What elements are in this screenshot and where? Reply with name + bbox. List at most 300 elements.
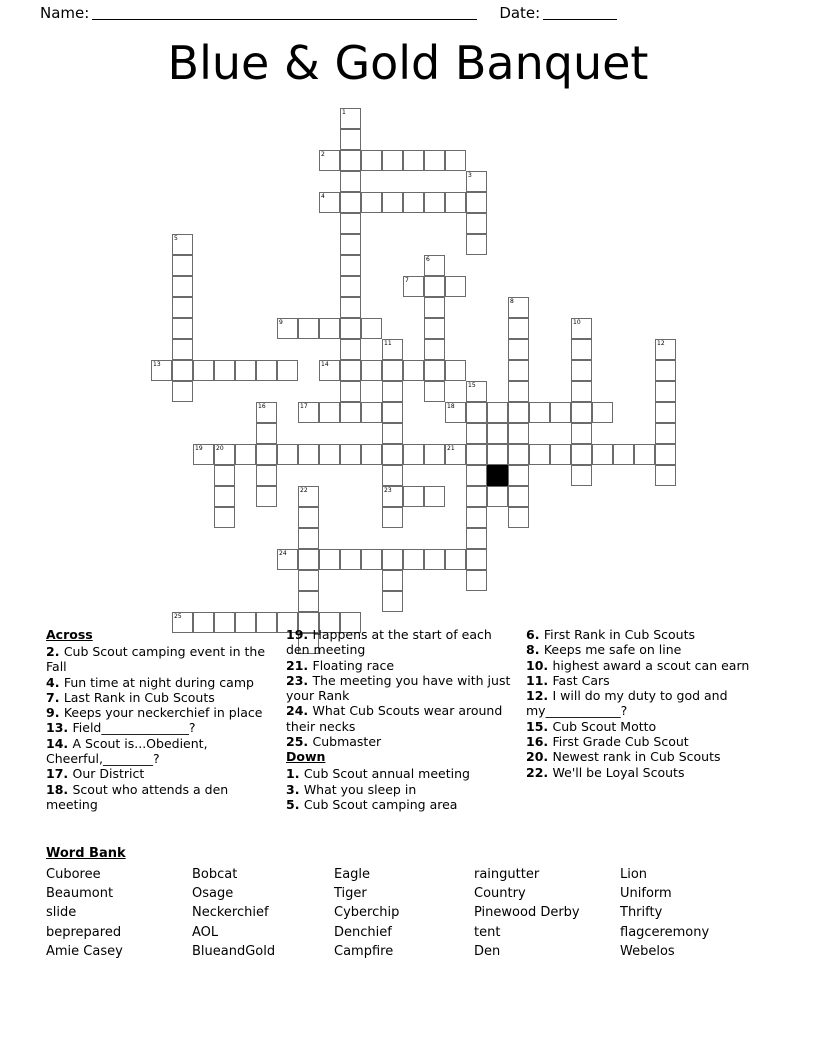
grid-cell[interactable] bbox=[424, 297, 445, 318]
grid-cell[interactable] bbox=[655, 444, 676, 465]
grid-cell[interactable] bbox=[571, 318, 592, 339]
clue-item bbox=[286, 627, 518, 658]
clue-text: Keeps me safe on line bbox=[543, 642, 682, 658]
clue-number: 14. bbox=[46, 735, 73, 751]
grid-cell[interactable] bbox=[361, 318, 382, 339]
grid-cell[interactable] bbox=[340, 255, 361, 276]
clue-text: I will do my duty to god and my____________? bbox=[526, 688, 728, 719]
clue-number: 9. bbox=[46, 705, 64, 721]
clue-text: What you sleep in bbox=[303, 781, 417, 797]
down-heading: Down bbox=[286, 749, 326, 765]
grid-cell[interactable] bbox=[340, 402, 361, 423]
grid-cell-number: 18 bbox=[447, 403, 455, 410]
grid-cell[interactable] bbox=[529, 402, 550, 423]
grid-cell-number: 2 bbox=[321, 151, 325, 158]
grid-cell[interactable] bbox=[403, 549, 424, 570]
grid-cell[interactable] bbox=[487, 402, 508, 423]
clue-text: Cub Scout Motto bbox=[552, 718, 657, 734]
clue-item bbox=[286, 658, 518, 673]
grid-cell[interactable] bbox=[382, 507, 403, 528]
grid-cell[interactable] bbox=[508, 318, 529, 339]
grid-cell[interactable] bbox=[172, 297, 193, 318]
grid-cell[interactable] bbox=[340, 444, 361, 465]
clue-item bbox=[46, 705, 278, 720]
grid-cell[interactable] bbox=[550, 444, 571, 465]
grid-cell-number: 13 bbox=[153, 361, 161, 368]
clue-text: Field______________? bbox=[72, 720, 196, 736]
grid-cell[interactable] bbox=[340, 549, 361, 570]
grid-cell[interactable] bbox=[655, 360, 676, 381]
grid-cell[interactable] bbox=[508, 297, 529, 318]
name-write-line[interactable] bbox=[92, 7, 477, 20]
grid-cell[interactable] bbox=[424, 444, 445, 465]
clue-text: Newest rank in Cub Scouts bbox=[552, 749, 721, 765]
grid-cell[interactable] bbox=[235, 360, 256, 381]
grid-cell[interactable] bbox=[298, 402, 319, 423]
clue-number: 24. bbox=[286, 703, 313, 719]
grid-cell[interactable] bbox=[298, 507, 319, 528]
grid-cell[interactable] bbox=[298, 318, 319, 339]
clue-text: What Cub Scouts wear around their necks bbox=[286, 703, 503, 734]
clue-item bbox=[526, 673, 762, 688]
grid-cell-number: 15 bbox=[468, 382, 476, 389]
grid-cell[interactable] bbox=[340, 381, 361, 402]
clue-item bbox=[46, 766, 278, 781]
grid-cell[interactable] bbox=[361, 192, 382, 213]
grid-cell[interactable] bbox=[634, 444, 655, 465]
clue-text: Cub Scout annual meeting bbox=[303, 766, 470, 782]
grid-cell-number: 20 bbox=[216, 445, 224, 452]
clue-number: 20. bbox=[526, 749, 553, 765]
name-label: Name: bbox=[40, 4, 90, 22]
grid-cell[interactable] bbox=[403, 360, 424, 381]
grid-cell[interactable] bbox=[466, 234, 487, 255]
grid-cell[interactable] bbox=[424, 192, 445, 213]
word-bank-section bbox=[46, 845, 770, 961]
clue-number: 15. bbox=[526, 718, 553, 734]
grid-cell[interactable] bbox=[445, 276, 466, 297]
clue-item bbox=[286, 797, 518, 812]
grid-cell[interactable] bbox=[655, 402, 676, 423]
page-title: Blue & Gold Banquet bbox=[167, 36, 649, 90]
grid-cell[interactable] bbox=[172, 360, 193, 381]
grid-cell[interactable] bbox=[466, 402, 487, 423]
grid-cell[interactable] bbox=[508, 465, 529, 486]
clue-item bbox=[286, 766, 518, 781]
grid-cell[interactable] bbox=[424, 339, 445, 360]
grid-cell-number: 23 bbox=[384, 487, 392, 494]
grid-cell[interactable] bbox=[424, 381, 445, 402]
grid-cell[interactable] bbox=[298, 486, 319, 507]
grid-cell[interactable] bbox=[340, 171, 361, 192]
grid-cell[interactable] bbox=[193, 360, 214, 381]
clue-column-2 bbox=[286, 627, 526, 812]
date-label: Date: bbox=[499, 4, 541, 22]
grid-cell-number: 11 bbox=[384, 340, 392, 347]
grid-cell[interactable] bbox=[466, 549, 487, 570]
grid-cell[interactable] bbox=[508, 360, 529, 381]
clue-text: Happens at the start of each den meeting bbox=[286, 627, 492, 658]
grid-cell[interactable] bbox=[424, 486, 445, 507]
grid-cell[interactable] bbox=[466, 444, 487, 465]
grid-cell[interactable] bbox=[382, 360, 403, 381]
grid-cell[interactable] bbox=[298, 591, 319, 612]
clue-text: Our District bbox=[72, 766, 145, 782]
word-bank-word: AOL bbox=[192, 924, 219, 940]
grid-cell[interactable] bbox=[214, 360, 235, 381]
grid-cell[interactable] bbox=[319, 402, 340, 423]
clue-number: 25. bbox=[286, 734, 313, 750]
grid-cell[interactable] bbox=[172, 276, 193, 297]
grid-cell[interactable] bbox=[508, 486, 529, 507]
clue-number: 7. bbox=[46, 689, 64, 705]
clue-text: Keeps your neckerchief in place bbox=[63, 705, 263, 721]
clue-item bbox=[526, 658, 762, 673]
word-bank-word: tent bbox=[474, 924, 501, 940]
down-clue-list-part2 bbox=[526, 627, 762, 780]
grid-cell[interactable] bbox=[235, 444, 256, 465]
grid-block-cell bbox=[487, 465, 508, 486]
grid-cell[interactable] bbox=[382, 549, 403, 570]
grid-cell[interactable] bbox=[571, 423, 592, 444]
clue-number: 21. bbox=[286, 657, 313, 673]
word-bank-word: Osage bbox=[192, 886, 234, 902]
grid-cell[interactable] bbox=[403, 276, 424, 297]
grid-cell[interactable] bbox=[466, 213, 487, 234]
clue-text: Cubmaster bbox=[312, 734, 382, 750]
grid-cell-number: 21 bbox=[447, 445, 455, 452]
grid-cell[interactable] bbox=[466, 381, 487, 402]
clue-item bbox=[46, 782, 278, 813]
grid-cell[interactable] bbox=[340, 213, 361, 234]
clue-text: Fast Cars bbox=[552, 672, 610, 688]
word-bank-word: Eagle bbox=[334, 867, 371, 882]
grid-cell[interactable] bbox=[319, 150, 340, 171]
grid-cell-number: 17 bbox=[300, 403, 308, 410]
word-bank-word: Country bbox=[474, 886, 526, 902]
clue-item bbox=[286, 734, 518, 749]
grid-cell[interactable] bbox=[466, 423, 487, 444]
grid-cell[interactable] bbox=[508, 402, 529, 423]
grid-cell[interactable] bbox=[655, 423, 676, 444]
grid-cell[interactable] bbox=[298, 528, 319, 549]
grid-cell[interactable] bbox=[382, 381, 403, 402]
grid-cell[interactable] bbox=[340, 297, 361, 318]
grid-cell[interactable] bbox=[256, 465, 277, 486]
grid-cell[interactable] bbox=[508, 339, 529, 360]
grid-cell[interactable] bbox=[340, 339, 361, 360]
clue-column-1 bbox=[46, 627, 286, 812]
clue-item bbox=[46, 644, 278, 675]
clue-text: Fun time at night during camp bbox=[63, 674, 254, 690]
grid-cell[interactable] bbox=[571, 381, 592, 402]
grid-cell-number: 16 bbox=[258, 403, 266, 410]
grid-cell-number: 14 bbox=[321, 361, 329, 368]
clue-item bbox=[286, 703, 518, 734]
clue-item bbox=[46, 675, 278, 690]
grid-cell-number: 19 bbox=[195, 445, 203, 452]
word-bank-heading: Word Bank bbox=[46, 846, 126, 861]
word-bank-word: slide bbox=[46, 905, 77, 921]
grid-cell[interactable] bbox=[277, 318, 298, 339]
across-clue-list-part2 bbox=[286, 627, 518, 749]
clue-text: Last Rank in Cub Scouts bbox=[63, 689, 215, 705]
grid-cell[interactable] bbox=[361, 150, 382, 171]
grid-cell[interactable] bbox=[571, 402, 592, 423]
grid-cell[interactable] bbox=[655, 381, 676, 402]
grid-cell[interactable] bbox=[424, 255, 445, 276]
grid-cell[interactable] bbox=[319, 549, 340, 570]
clues-section bbox=[46, 627, 770, 812]
grid-cell[interactable] bbox=[445, 360, 466, 381]
grid-cell[interactable] bbox=[214, 465, 235, 486]
grid-cell[interactable] bbox=[382, 570, 403, 591]
date-write-line[interactable] bbox=[543, 7, 617, 20]
grid-cell[interactable] bbox=[424, 276, 445, 297]
grid-cell[interactable] bbox=[403, 192, 424, 213]
word-bank-word: beprepared bbox=[46, 924, 122, 940]
grid-cell[interactable] bbox=[172, 318, 193, 339]
grid-cell[interactable] bbox=[256, 402, 277, 423]
clue-item bbox=[526, 627, 762, 642]
grid-cell[interactable] bbox=[256, 486, 277, 507]
grid-cell[interactable] bbox=[256, 444, 277, 465]
grid-cell[interactable] bbox=[277, 360, 298, 381]
grid-cell[interactable] bbox=[340, 192, 361, 213]
clue-text: First Rank in Cub Scouts bbox=[543, 627, 696, 642]
clue-item bbox=[286, 673, 518, 704]
clue-text: First Grade Cub Scout bbox=[552, 734, 689, 750]
grid-cell[interactable] bbox=[382, 192, 403, 213]
word-bank-word: Pinewood Derby bbox=[474, 905, 580, 921]
grid-cell[interactable] bbox=[655, 339, 676, 360]
grid-cell[interactable] bbox=[592, 444, 613, 465]
grid-cell[interactable] bbox=[592, 402, 613, 423]
clue-number: 18. bbox=[46, 781, 73, 797]
clue-number: 19. bbox=[286, 627, 313, 642]
clue-item bbox=[286, 782, 518, 797]
word-bank-word: Campfire bbox=[334, 943, 394, 959]
grid-cell[interactable] bbox=[445, 192, 466, 213]
grid-cell-number: 24 bbox=[279, 550, 287, 557]
grid-cell[interactable] bbox=[298, 549, 319, 570]
clue-number: 11. bbox=[526, 672, 553, 688]
word-bank-word: Den bbox=[474, 943, 501, 959]
grid-cell[interactable] bbox=[487, 486, 508, 507]
grid-cell[interactable] bbox=[508, 381, 529, 402]
down-clue-list-part1 bbox=[286, 766, 518, 812]
clue-text: The meeting you have with just your Rank bbox=[286, 672, 511, 704]
clue-item bbox=[46, 736, 278, 767]
word-bank-word: Beaumont bbox=[46, 886, 114, 902]
grid-cell[interactable] bbox=[382, 444, 403, 465]
grid-cell[interactable] bbox=[466, 465, 487, 486]
clue-number: 23. bbox=[286, 672, 313, 688]
word-bank-word: Webelos bbox=[620, 943, 675, 959]
grid-cell-number: 1 bbox=[342, 109, 346, 116]
grid-cell[interactable] bbox=[445, 549, 466, 570]
grid-cell[interactable] bbox=[298, 444, 319, 465]
word-bank-word: flagceremony bbox=[620, 924, 710, 940]
word-bank-word: Uniform bbox=[620, 886, 672, 902]
grid-cell-number: 25 bbox=[174, 613, 182, 620]
clue-item bbox=[46, 720, 278, 735]
grid-cell[interactable] bbox=[340, 234, 361, 255]
grid-cell[interactable] bbox=[382, 150, 403, 171]
clue-number: 13. bbox=[46, 720, 73, 736]
grid-cell[interactable] bbox=[466, 171, 487, 192]
grid-cell[interactable] bbox=[466, 486, 487, 507]
grid-cell[interactable] bbox=[319, 444, 340, 465]
name-date-row bbox=[0, 0, 816, 26]
grid-cell[interactable] bbox=[340, 150, 361, 171]
grid-cell[interactable] bbox=[172, 381, 193, 402]
grid-cell[interactable] bbox=[256, 360, 277, 381]
grid-cell[interactable] bbox=[382, 402, 403, 423]
grid-cell[interactable] bbox=[403, 444, 424, 465]
grid-cell[interactable] bbox=[382, 465, 403, 486]
grid-cell[interactable] bbox=[571, 465, 592, 486]
clue-number: 1. bbox=[286, 766, 304, 782]
grid-cell[interactable] bbox=[508, 423, 529, 444]
grid-cell[interactable] bbox=[466, 192, 487, 213]
grid-cell[interactable] bbox=[571, 360, 592, 381]
clue-number: 12. bbox=[526, 688, 553, 704]
grid-cell[interactable] bbox=[256, 423, 277, 444]
grid-cell-number: 4 bbox=[321, 193, 325, 200]
clue-number: 22. bbox=[526, 764, 553, 780]
clue-text: Cub Scout camping area bbox=[303, 796, 458, 812]
grid-cell[interactable] bbox=[172, 234, 193, 255]
grid-cell-number: 8 bbox=[510, 298, 514, 305]
grid-cell[interactable] bbox=[508, 507, 529, 528]
grid-cell[interactable] bbox=[382, 486, 403, 507]
grid-cell-number: 12 bbox=[657, 340, 665, 347]
grid-cell-number: 22 bbox=[300, 487, 308, 494]
word-bank-word: Bobcat bbox=[192, 867, 238, 882]
clue-item bbox=[526, 765, 762, 780]
word-bank-word: Thrifty bbox=[620, 905, 663, 921]
grid-cell[interactable] bbox=[340, 318, 361, 339]
grid-cell[interactable] bbox=[340, 108, 361, 129]
word-bank-word: Neckerchief bbox=[192, 905, 269, 921]
grid-cell-number: 10 bbox=[573, 319, 581, 326]
grid-cell[interactable] bbox=[319, 192, 340, 213]
word-bank-word: Denchief bbox=[334, 924, 392, 940]
clue-item bbox=[526, 642, 762, 657]
grid-cell[interactable] bbox=[382, 591, 403, 612]
grid-cell[interactable] bbox=[361, 402, 382, 423]
grid-cell[interactable] bbox=[424, 150, 445, 171]
across-clue-list-part1 bbox=[46, 644, 278, 812]
grid-cell-number: 7 bbox=[405, 277, 409, 284]
grid-cell[interactable] bbox=[361, 444, 382, 465]
grid-cell-number: 3 bbox=[468, 172, 472, 179]
word-bank-word: BlueandGold bbox=[192, 943, 276, 959]
word-bank-word: Cyberchip bbox=[334, 905, 400, 921]
grid-cell[interactable] bbox=[529, 444, 550, 465]
grid-cell[interactable] bbox=[613, 444, 634, 465]
grid-cell[interactable] bbox=[445, 402, 466, 423]
clue-number: 10. bbox=[526, 657, 553, 673]
clue-item bbox=[526, 719, 762, 734]
grid-cell[interactable] bbox=[214, 507, 235, 528]
grid-cell[interactable] bbox=[403, 150, 424, 171]
grid-cell[interactable] bbox=[298, 570, 319, 591]
grid-cell[interactable] bbox=[466, 528, 487, 549]
word-bank-word: Cuboree bbox=[46, 867, 101, 882]
grid-cell[interactable] bbox=[445, 150, 466, 171]
clue-item bbox=[526, 749, 762, 764]
grid-cell[interactable] bbox=[340, 276, 361, 297]
clue-number: 6. bbox=[526, 627, 544, 642]
clue-text: Floating race bbox=[312, 657, 395, 673]
grid-cell[interactable] bbox=[340, 129, 361, 150]
grid-cell[interactable] bbox=[361, 549, 382, 570]
grid-cell[interactable] bbox=[277, 549, 298, 570]
grid-cell[interactable] bbox=[382, 339, 403, 360]
grid-cell[interactable] bbox=[214, 486, 235, 507]
grid-cell[interactable] bbox=[214, 444, 235, 465]
word-bank-word: raingutter bbox=[474, 867, 540, 882]
grid-cell[interactable] bbox=[487, 444, 508, 465]
word-bank-list bbox=[46, 865, 770, 961]
grid-cell[interactable] bbox=[445, 444, 466, 465]
clue-number: 3. bbox=[286, 781, 304, 797]
grid-cell[interactable] bbox=[172, 255, 193, 276]
grid-cell[interactable] bbox=[340, 360, 361, 381]
grid-cell[interactable] bbox=[655, 465, 676, 486]
grid-cell[interactable] bbox=[382, 423, 403, 444]
grid-cell[interactable] bbox=[550, 402, 571, 423]
grid-cell[interactable] bbox=[466, 570, 487, 591]
clue-text: Cub Scout camping event in the Fall bbox=[46, 644, 266, 675]
clue-item bbox=[526, 734, 762, 749]
word-bank-word: Tiger bbox=[334, 886, 367, 902]
grid-cell[interactable] bbox=[424, 318, 445, 339]
grid-cell[interactable] bbox=[172, 339, 193, 360]
grid-cell-number: 9 bbox=[279, 319, 283, 326]
grid-cell[interactable] bbox=[361, 360, 382, 381]
clue-text: Scout who attends a den meeting bbox=[46, 781, 229, 812]
grid-cell[interactable] bbox=[571, 339, 592, 360]
grid-cell-number: 5 bbox=[174, 235, 178, 242]
grid-cell[interactable] bbox=[319, 318, 340, 339]
clue-number: 8. bbox=[526, 642, 544, 658]
grid-cell[interactable] bbox=[193, 444, 214, 465]
grid-cell[interactable] bbox=[487, 423, 508, 444]
clue-number: 4. bbox=[46, 674, 64, 690]
clue-text: A Scout is...Obedient, Cheerful,________? bbox=[46, 735, 208, 767]
clue-column-3 bbox=[526, 627, 770, 780]
grid-cell[interactable] bbox=[571, 444, 592, 465]
word-bank-word: Lion bbox=[620, 867, 648, 882]
clue-text: We'll be Loyal Scouts bbox=[552, 764, 685, 780]
clue-number: 16. bbox=[526, 734, 553, 750]
grid-cell[interactable] bbox=[508, 444, 529, 465]
grid-cell[interactable] bbox=[466, 507, 487, 528]
grid-cell[interactable] bbox=[319, 360, 340, 381]
grid-cell[interactable] bbox=[424, 360, 445, 381]
grid-cell[interactable] bbox=[424, 549, 445, 570]
clue-number: 5. bbox=[286, 796, 304, 812]
grid-cell[interactable] bbox=[277, 444, 298, 465]
grid-cell[interactable] bbox=[151, 360, 172, 381]
grid-cell[interactable] bbox=[403, 486, 424, 507]
clue-item bbox=[526, 688, 762, 719]
clue-number: 2. bbox=[46, 644, 64, 659]
grid-cell-number: 6 bbox=[426, 256, 430, 263]
